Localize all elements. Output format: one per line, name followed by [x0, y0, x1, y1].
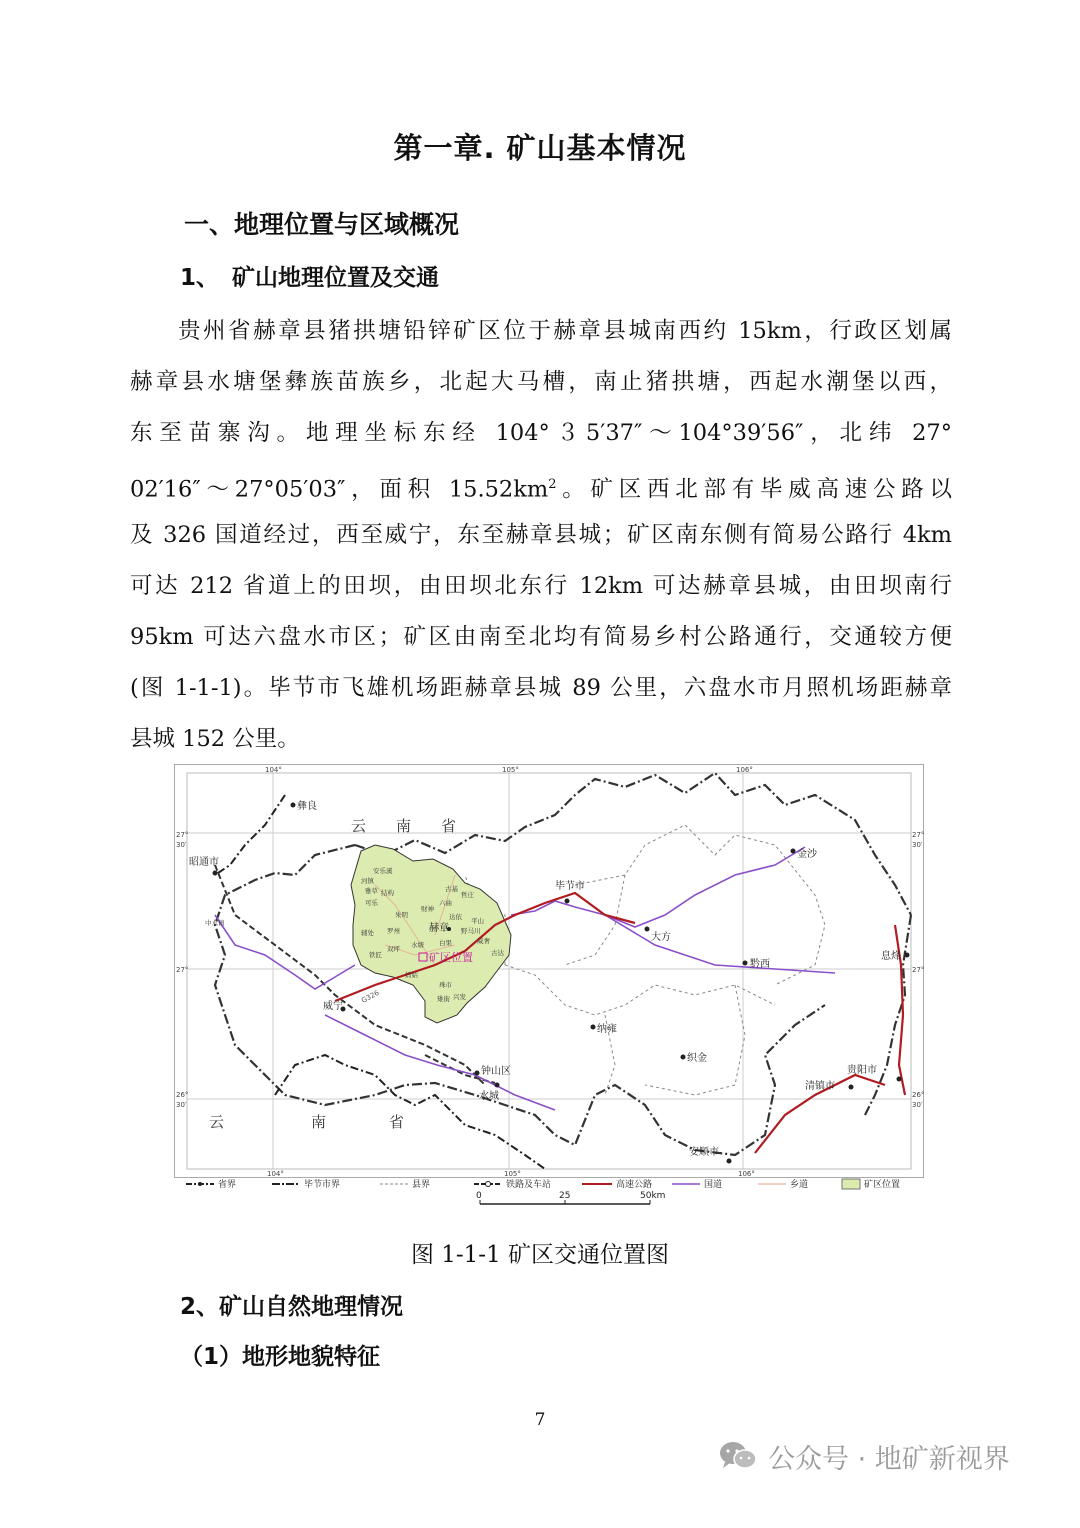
- legend-label: 毕节市界: [304, 1180, 341, 1190]
- city-qianxi: [743, 958, 771, 970]
- subsection-number: 1、: [180, 265, 220, 291]
- figure-caption: 图 1-1-1 矿区交通位置图: [410, 1242, 670, 1268]
- province-label-bottom: 云: [209, 1113, 225, 1131]
- page-number: 7: [534, 1410, 546, 1430]
- watermark: [718, 1436, 1010, 1476]
- town-label: 河镇: [361, 877, 374, 885]
- town-label: 可乐: [365, 899, 378, 907]
- city-label: 威宁: [323, 1001, 343, 1012]
- province-label-top: 云 南 省: [351, 817, 457, 835]
- legend-label: 县界: [412, 1180, 431, 1190]
- town-label: 平山: [471, 917, 484, 925]
- chapter-title: 第一章. 矿山基本情况: [393, 131, 687, 165]
- lat-label: 27°: [912, 966, 925, 974]
- legend-label: 省界: [218, 1180, 237, 1190]
- lat-label: 26°: [176, 1091, 189, 1099]
- city-shuicheng: [479, 1083, 500, 1103]
- city-hezhang: [429, 921, 451, 934]
- road-label-g326: G326: [360, 988, 381, 1005]
- map-legend: [180, 1176, 920, 1212]
- city-zhijin: [681, 1051, 708, 1064]
- city-label: 织金: [687, 1053, 707, 1064]
- subsection-heading: [180, 259, 439, 292]
- town-label: 铁匠: [369, 951, 382, 959]
- scale-tick: 0: [476, 1191, 482, 1201]
- city-label: 息烽: [881, 951, 901, 962]
- city-label: 大方: [651, 932, 671, 943]
- lat-label: 30′: [176, 1101, 187, 1109]
- legend-item-city-boundary: [272, 1178, 340, 1190]
- body-line: 及 326 国道经过，西至威宁，东至赫章县城；矿区南东侧有简易公路行 4km: [130, 522, 952, 548]
- province-label-bottom: 南: [311, 1113, 327, 1131]
- body-line: 95km 可达六盘水市区；矿区由南至北均有简易乡村公路通行，交通较方便: [130, 624, 952, 650]
- legend-label: 乡道: [790, 1180, 809, 1190]
- lat-label: 30′: [176, 841, 187, 849]
- legend-item-province-boundary: [186, 1178, 236, 1190]
- bijie-city-boundary: [215, 773, 911, 1155]
- legend-item-township-road: [758, 1178, 808, 1190]
- town-label: 安乐溪: [373, 867, 393, 875]
- body-line: 贵州省赫章县猪拱塘铅锌矿区位于赫章县城南西约 15km，行政区划属: [178, 318, 952, 344]
- body-line: (图 1-1-1)。毕节市飞雄机场距赫章县城 89 公里，六盘水市月照机场距赫章: [130, 675, 952, 701]
- town-label: 珠市: [439, 981, 452, 989]
- body-line: 赫章县水塘堡彝族苗族乡，北起大马槽，南止猪拱塘，西起水潮堡以西，: [130, 369, 952, 395]
- section2-heading: 2、矿山自然地理情况: [180, 1294, 404, 1320]
- lat-label: 30′: [912, 841, 923, 849]
- city-label: 彝良: [297, 801, 317, 812]
- lon-label: 106°: [736, 766, 753, 774]
- lat-label: 27°: [176, 831, 189, 839]
- town-label: 六曲: [439, 899, 452, 907]
- city-label: 钟山区: [481, 1066, 511, 1077]
- city-zhongshan: [475, 1064, 512, 1077]
- body-line-text: 02′16″～27°05′03″，面积 15.52km: [130, 476, 549, 503]
- wechat-icon: [718, 1440, 758, 1472]
- city-zhaotong: [189, 855, 219, 876]
- watermark-text: 公众号 · 地矿新视界: [768, 1443, 1010, 1475]
- town-label: 罗州: [387, 927, 400, 935]
- lon-label: 104°: [267, 1170, 284, 1178]
- town-label: 中水镇: [205, 919, 225, 927]
- lat-label: 27°: [912, 831, 925, 839]
- town-label: 古达: [491, 949, 504, 957]
- town-label: 威奢: [477, 937, 490, 945]
- legend-item-highway: [582, 1178, 652, 1190]
- traffic-location-map: [174, 764, 924, 1178]
- city-label: 贵阳市: [847, 1065, 877, 1076]
- town-label: 辅处: [361, 929, 374, 937]
- town-label: 野马川: [461, 927, 481, 935]
- lon-label: 105°: [502, 766, 519, 774]
- legend-label: 矿区位置: [864, 1180, 901, 1190]
- scale-tick: 25: [559, 1191, 571, 1201]
- lat-label: 26°: [912, 1091, 925, 1099]
- city-bijie: [555, 879, 585, 904]
- city-label: 水城: [479, 1091, 499, 1102]
- body-line: 可达 212 省道上的田坝，由田坝北东行 12km 可达赫章县城，由田坝南行: [130, 573, 952, 599]
- city-label: 金沙: [797, 849, 817, 860]
- lon-label: 105°: [504, 1170, 521, 1178]
- city-label: 昭通市: [189, 857, 219, 868]
- superscript: 2: [548, 477, 557, 492]
- legend-item-railway: [474, 1178, 551, 1190]
- lon-label: 104°: [265, 766, 282, 774]
- city-label: 纳雍: [597, 1024, 617, 1035]
- scale-tick: 50km: [640, 1191, 666, 1201]
- legend-label: 铁路及车站: [506, 1180, 552, 1190]
- legend-item-national-road: [672, 1178, 722, 1190]
- lat-label: 27°: [176, 966, 189, 974]
- city-label: 毕节市: [555, 881, 585, 892]
- legend-label: 高速公路: [616, 1180, 653, 1190]
- town-label: 白果: [439, 939, 452, 947]
- body-line-text: 。矿区西北部有毕威高速公路以: [556, 476, 952, 503]
- body-paragraph: [130, 306, 952, 765]
- city-label: 黔西: [750, 959, 770, 970]
- town-label: 哲庄: [461, 891, 474, 899]
- national-roads: [215, 847, 835, 1110]
- city-label: 清镇市: [805, 1081, 835, 1092]
- town-label: 雉街: [437, 995, 450, 1003]
- province-label-bottom: 省: [389, 1113, 405, 1131]
- subsection-title: 矿山地理位置及交通: [232, 265, 439, 291]
- section-heading: 一、地理位置与区域概况: [184, 210, 460, 239]
- legend-item-county-boundary: [380, 1179, 430, 1190]
- city-yiliang: [291, 799, 318, 812]
- body-line: [130, 459, 952, 510]
- city-qingzhen: [805, 1079, 854, 1092]
- city-nayong: [591, 1022, 618, 1035]
- town-label: 雅草: [365, 887, 378, 895]
- lon-label: 106°: [738, 1170, 755, 1178]
- town-label: 结构: [381, 889, 394, 897]
- body-line: 县城 152 公里。: [130, 726, 300, 752]
- town-label: 达依: [449, 913, 462, 921]
- town-label: 妈姑: [405, 971, 418, 979]
- city-label: 赫章: [429, 923, 449, 934]
- section2-subheading: （1）地形地貌特征: [180, 1344, 381, 1370]
- town-label: 朱明: [395, 911, 408, 919]
- town-label: 双坪: [387, 945, 400, 953]
- city-label: 安顺市: [689, 1147, 719, 1158]
- town-label: 古基: [445, 885, 458, 893]
- town-label: 财神: [421, 905, 434, 913]
- city-guiyang: [847, 1063, 902, 1082]
- lat-label: 30′: [912, 1101, 923, 1109]
- town-label: 兴发: [453, 993, 466, 1001]
- city-weining: [323, 999, 346, 1012]
- mine-label: 矿区位置: [429, 951, 473, 964]
- scale-bar: [476, 1191, 665, 1204]
- body-line: 东至苗寨沟。地理坐标东经 104°３5′37″～104°39′56″，北纬 27°: [130, 420, 952, 446]
- town-label: 水塘: [411, 941, 424, 949]
- legend-item-mine-location: [842, 1178, 900, 1190]
- legend-label: 国道: [704, 1180, 723, 1190]
